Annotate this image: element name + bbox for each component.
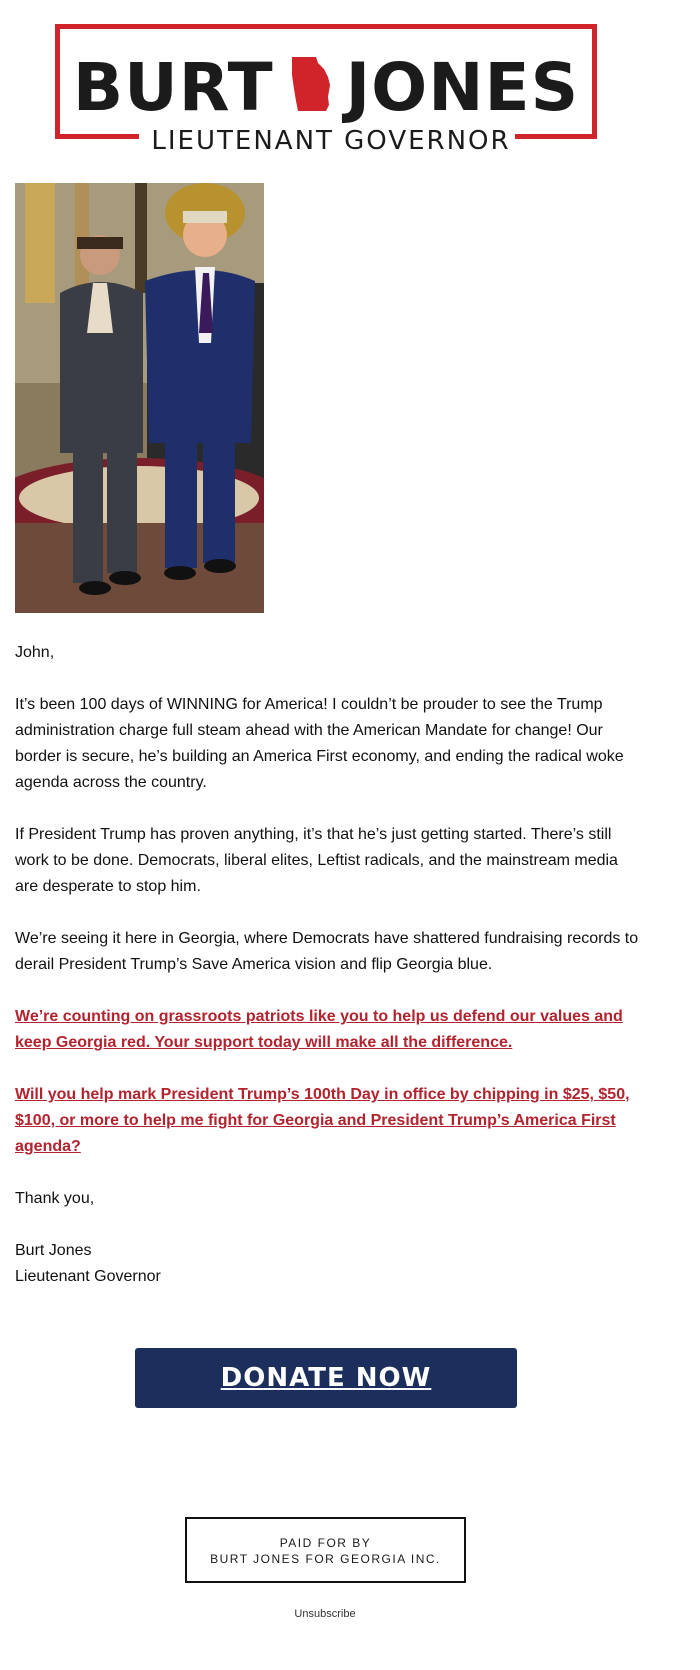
cta-paragraph-1 (15, 1004, 640, 1056)
signature-title: Lieutenant Governor (15, 1268, 161, 1285)
donate-now-button[interactable]: DONATE NOW (135, 1348, 517, 1408)
logo-wordmark (60, 48, 592, 126)
donate-link-1[interactable]: We’re counting on grassroots patriots like you to help us defend our values and keep Georgia red. Your support today will make all the difference. (15, 1008, 623, 1051)
paid-for-line-2: BURT JONES FOR GEORGIA INC. (210, 1552, 441, 1566)
letter-paragraph-3: We’re seeing it here in Georgia, where Democrats have shattered fundraising records to derail President Trump’s Save America vision and flip Georgia blue. (15, 930, 639, 973)
logo-first-name: BURT (72, 48, 274, 126)
unsubscribe-link[interactable]: Unsubscribe (294, 1608, 356, 1620)
candidate-photo (15, 183, 264, 613)
photo-illustration (15, 183, 264, 613)
closing: Thank you, (15, 1190, 95, 1207)
greeting: John, (15, 644, 55, 661)
georgia-state-icon (288, 55, 334, 113)
letter-paragraph-1: It’s been 100 days of WINNING for America! I couldn’t be prouder to see the Trump administration charge full steam ahead with the American Mandate for change! Our border is secure, he’s building an America First economy, and ending the radical woke agenda across the country. (15, 696, 624, 791)
logo-last-name: JONES (345, 48, 580, 126)
logo-border-segment (515, 134, 597, 139)
letter-body (15, 640, 640, 1290)
donate-link-2[interactable]: Will you help mark President Trump’s 100th Day in office by chipping in $25, $50, $100, or more to help me fight for Georgia and President Trump’s America First agenda? (15, 1086, 630, 1155)
paid-for-line-1: PAID FOR BY (279, 1536, 372, 1550)
cta-paragraph-2 (15, 1082, 640, 1160)
paid-for-box (185, 1517, 466, 1583)
letter-paragraph-2: If President Trump has proven anything, it’s that he’s just getting started. There’s still work to be done. Democrats, liberal elites, Leftist radicals, and the mainstream media are desperate to stop him. (15, 826, 618, 895)
signature (15, 1238, 640, 1290)
signature-name: Burt Jones (15, 1242, 92, 1259)
campaign-logo[interactable] (55, 24, 597, 156)
logo-border-segment (55, 134, 139, 139)
logo-subtitle: LIEUTENANT GOVERNOR (151, 126, 511, 156)
